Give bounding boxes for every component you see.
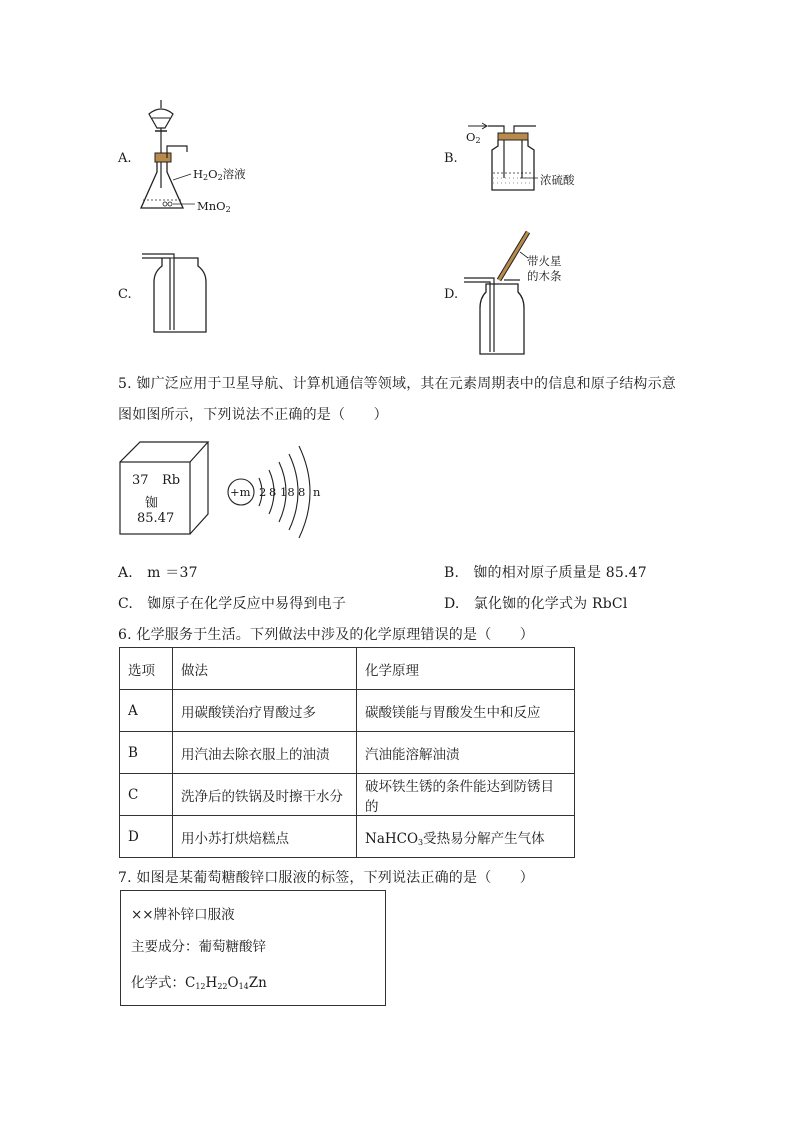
header-principle: 化学原理 bbox=[357, 648, 575, 690]
header-method: 做法 bbox=[173, 648, 357, 690]
table-row bbox=[120, 732, 575, 774]
q5-stem-line1: 5. 铷广泛应用于卫星导航、计算机通信等领域，其在元素周期表中的信息和原子结构示意 bbox=[118, 376, 677, 392]
shell-2-electrons: 8 bbox=[269, 485, 277, 499]
apparatus-a-diagram bbox=[135, 98, 250, 218]
element-atomic-mass: 85.47 bbox=[137, 511, 175, 526]
shell-5-electrons: n bbox=[313, 485, 321, 499]
product-label-box bbox=[120, 890, 386, 1006]
row-principle: NaHCO$_3$受热易分解产生气体 bbox=[357, 816, 575, 858]
option-c-letter: C. bbox=[118, 287, 132, 302]
label-ingredient: 主要成分：葡萄糖酸锌 bbox=[131, 939, 266, 955]
element-atomic-number: 37 bbox=[132, 473, 149, 488]
element-name: 铷 bbox=[145, 496, 159, 511]
row-option: A bbox=[120, 690, 173, 732]
row-option: C bbox=[120, 774, 173, 816]
row-method: 用小苏打烘焙糕点 bbox=[173, 816, 357, 858]
row-principle: 汽油能溶解油渍 bbox=[357, 732, 575, 774]
q6-stem: 6. 化学服务于生活。下列做法中涉及的化学原理错误的是（ ） bbox=[118, 627, 535, 643]
q5-option-d: D. 氯化铷的化学式为 RbCl bbox=[444, 596, 628, 612]
glowing-splint-label: 带火星 的木条 bbox=[527, 254, 562, 283]
table-row bbox=[120, 774, 575, 816]
shell-4-electrons: 8 bbox=[298, 485, 306, 499]
header-option: 选项 bbox=[120, 648, 173, 690]
nucleus-charge: +m bbox=[230, 485, 251, 499]
label-formula: 化学式：$C_{12}H_{22}O_{14}Zn$ bbox=[131, 975, 267, 991]
row-principle: 碳酸镁能与胃酸发生中和反应 bbox=[357, 690, 575, 732]
row-method: 洗净后的铁锅及时擦干水分 bbox=[173, 774, 357, 816]
shell-1-electrons: 2 bbox=[259, 485, 267, 499]
apparatus-c-diagram bbox=[138, 248, 218, 338]
apparatus-d-diagram bbox=[462, 228, 552, 356]
q6-table bbox=[119, 647, 575, 858]
q5-option-c: C. 铷原子在化学反应中易得到电子 bbox=[118, 596, 347, 612]
q7-stem: 7. 如图是某葡萄糖酸锌口服液的标签，下列说法正确的是（ ） bbox=[118, 870, 535, 886]
row-principle: 破坏铁生锈的条件能达到防锈目的 bbox=[357, 774, 575, 816]
option-d-letter: D. bbox=[444, 287, 459, 302]
q5-option-a: A. m ＝37 bbox=[118, 565, 198, 581]
option-a-letter: A. bbox=[118, 151, 132, 166]
table-row bbox=[120, 816, 575, 858]
row-option: B bbox=[120, 732, 173, 774]
label-title: ××牌补锌口服液 bbox=[131, 907, 235, 923]
mno2-label: MnO$_2$ bbox=[197, 199, 231, 214]
concentrated-sulfuric-acid-label: 浓硫酸 bbox=[540, 173, 575, 187]
row-option: D bbox=[120, 816, 173, 858]
row-method: 用碳酸镁治疗胃酸过多 bbox=[173, 690, 357, 732]
element-symbol: Rb bbox=[162, 473, 181, 488]
h2o2-solution-label: $H_2O_2$溶液 bbox=[193, 167, 246, 182]
o2-label: $O_2$ bbox=[466, 130, 481, 145]
table-row bbox=[120, 690, 575, 732]
shell-3-electrons: 18 bbox=[280, 485, 295, 499]
option-b-letter: B. bbox=[444, 151, 458, 166]
row-method: 用汽油去除衣服上的油渍 bbox=[173, 732, 357, 774]
table-header-row bbox=[120, 648, 575, 690]
q5-option-b: B. 铷的相对原子质量是 85.47 bbox=[444, 565, 647, 581]
q5-stem-line2: 图如图所示，下列说法不正确的是（ ） bbox=[118, 407, 388, 423]
